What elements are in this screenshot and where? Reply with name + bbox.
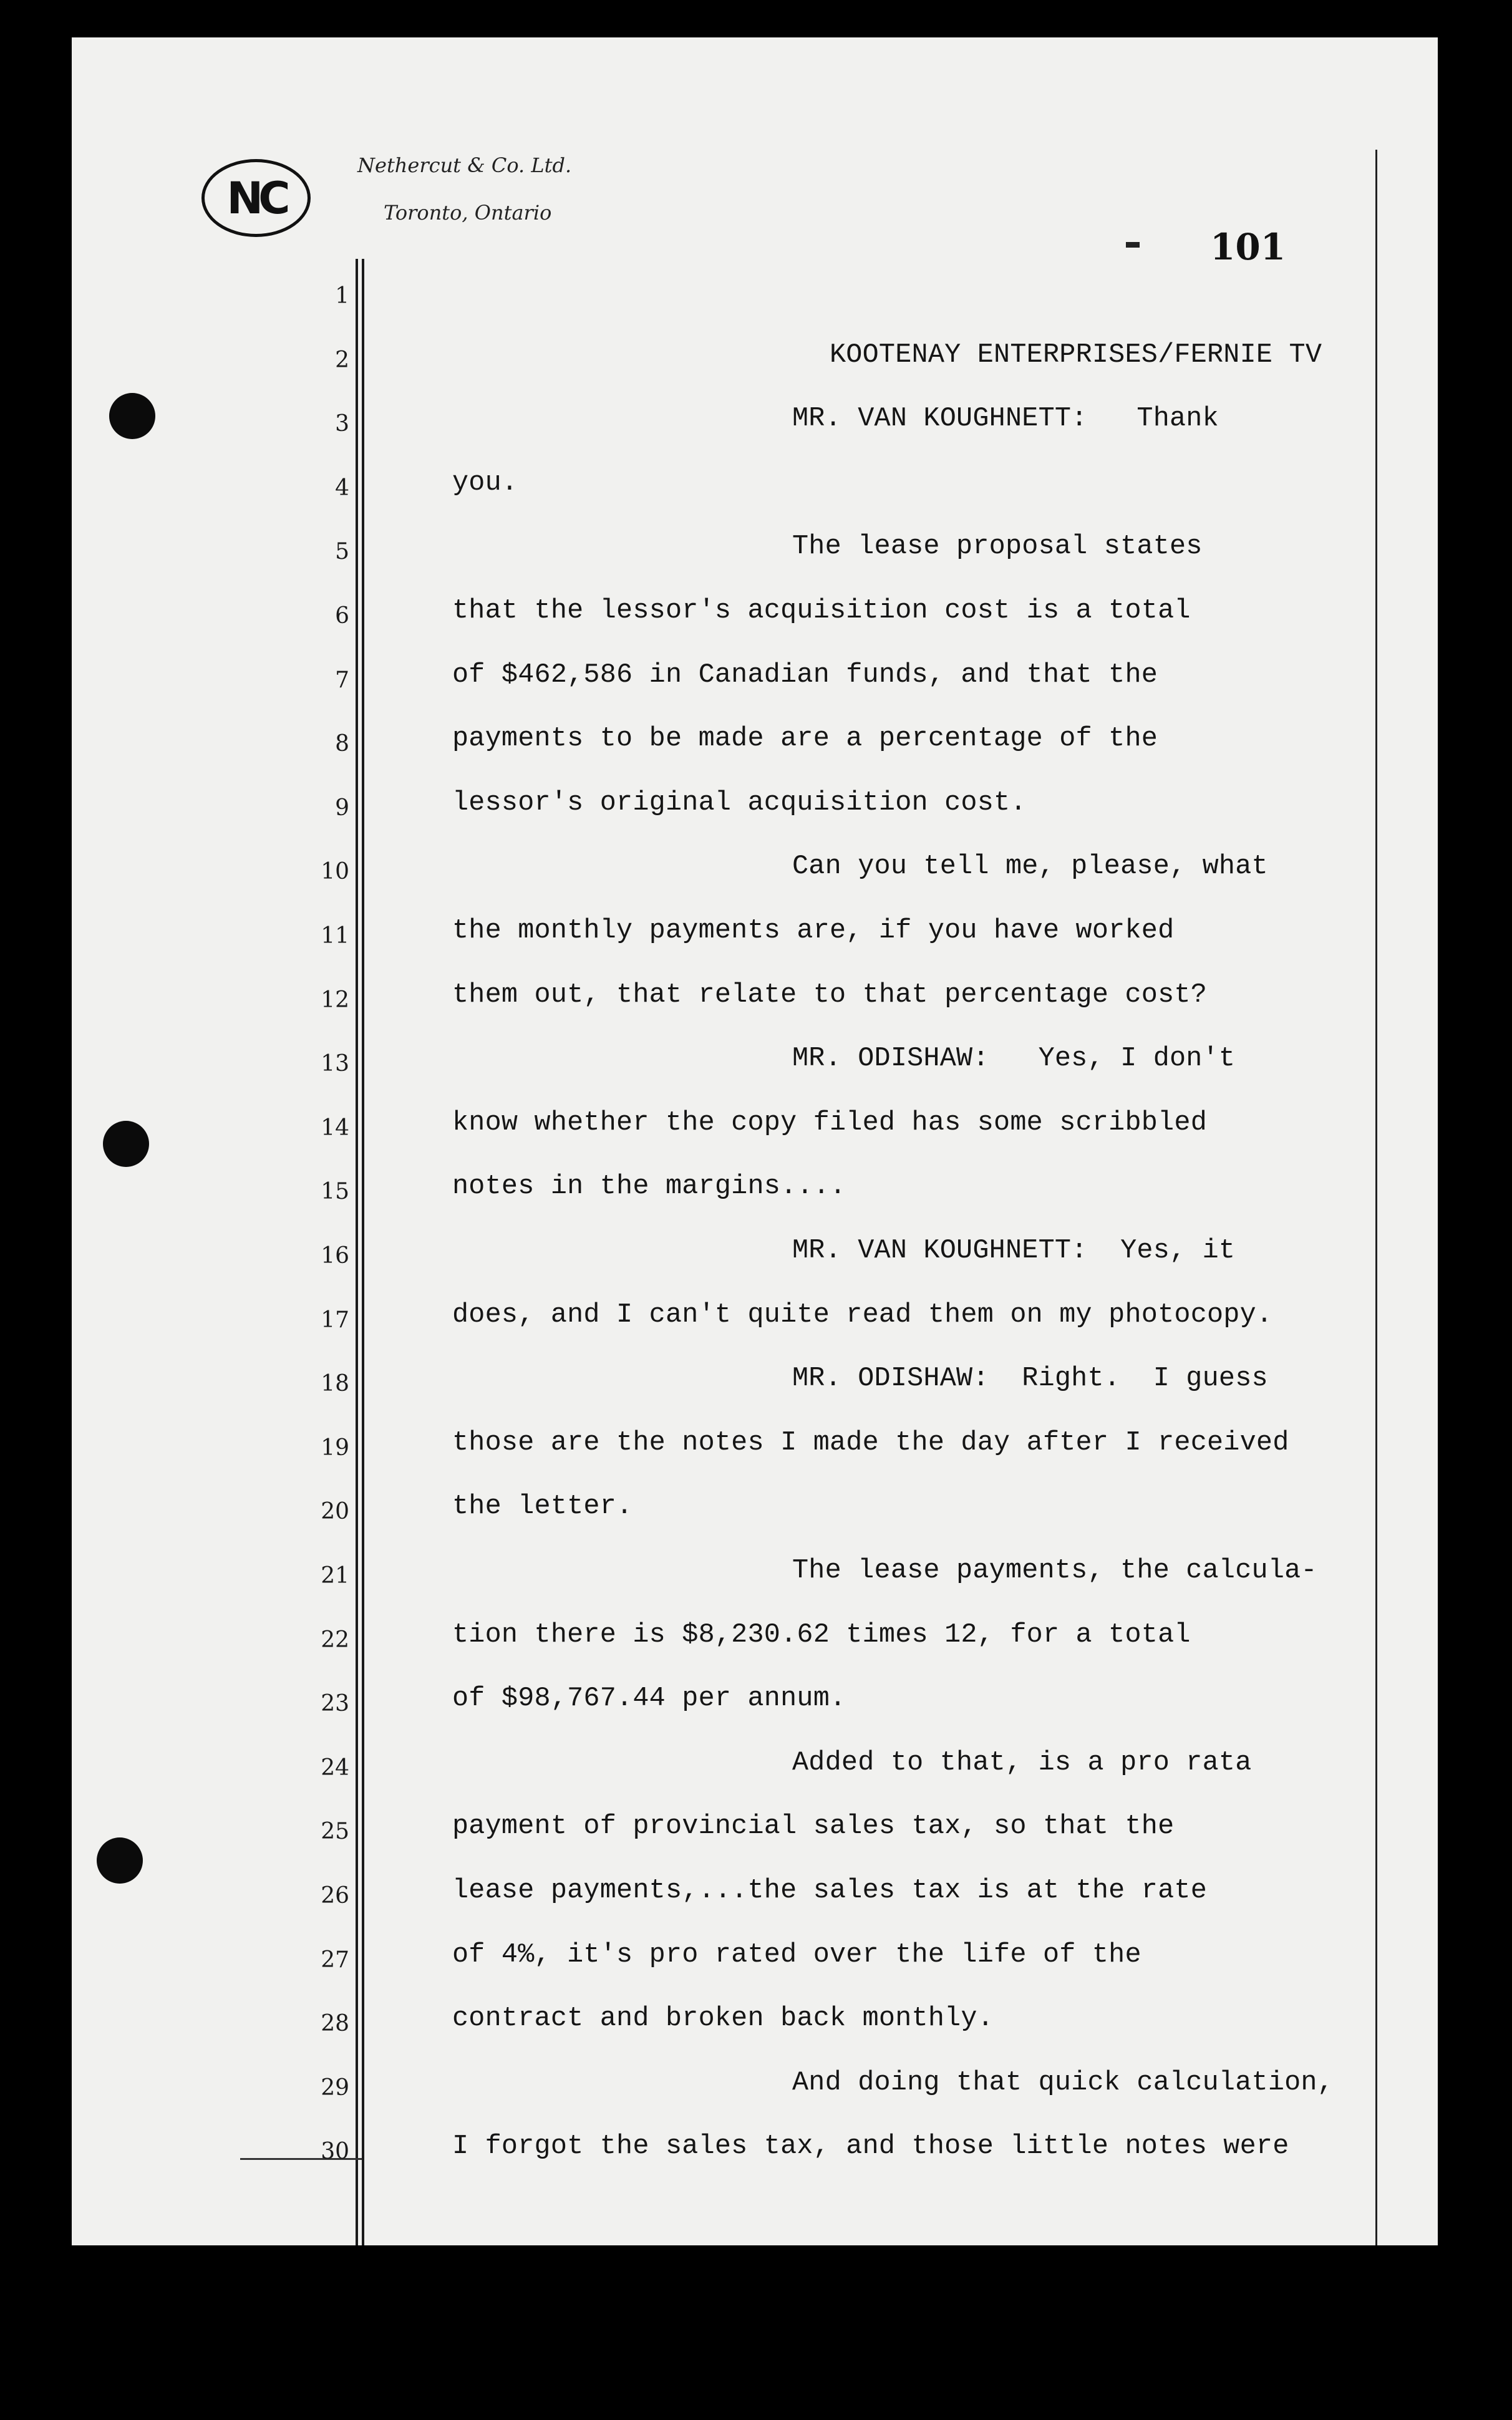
transcript-line: that the lessor's acquisition cost is a total: [452, 596, 1191, 626]
transcript-line: tion there is $8,230.62 times 12, for a total: [452, 1619, 1191, 1650]
line-number: 17: [321, 1307, 349, 1333]
transcript-line: I forgot the sales tax, and those little notes were: [452, 2131, 1289, 2162]
line-number: 4: [335, 475, 349, 501]
line-number: 30: [321, 2139, 349, 2165]
line-number: 11: [321, 923, 349, 949]
transcript-line: payment of provincial sales tax, so that the: [452, 1811, 1175, 1842]
left-margin-rule: [356, 259, 358, 2245]
transcript-line: And doing that quick calculation,: [792, 2067, 1334, 2098]
transcript-line: lessor's original acquisition cost.: [452, 787, 1027, 818]
line-number: 12: [321, 987, 349, 1013]
line-number: 23: [321, 1691, 349, 1717]
transcript-line: know whether the copy filed has some scribbled: [452, 1107, 1207, 1138]
punch-hole: [97, 1837, 143, 1884]
line-number: 19: [321, 1435, 349, 1461]
transcript-page: [72, 37, 1438, 2245]
line-number: 8: [335, 731, 349, 757]
punch-hole: [109, 393, 155, 439]
page-number-dash: [1126, 242, 1140, 248]
transcript-line: you.: [452, 467, 518, 498]
transcript-line: them out, that relate to that percentage cost?: [452, 979, 1207, 1010]
transcript-line: does, and I can't quite read them on my photocopy.: [452, 1299, 1273, 1330]
transcript-line: MR. VAN KOUGHNETT: Thank: [792, 404, 1219, 435]
line-number: 14: [321, 1115, 349, 1141]
transcript-line: The lease proposal states: [792, 531, 1203, 563]
firm-name: Nethercut & Co. Ltd.: [357, 153, 572, 177]
line-number: 18: [321, 1371, 349, 1397]
line-number: 7: [335, 667, 349, 693]
line-number: 2: [335, 347, 349, 373]
transcript-line: The lease payments, the calcula-: [792, 1556, 1317, 1586]
right-margin-rule: [1375, 150, 1377, 2245]
transcript-line: Added to that, is a pro rata: [792, 1747, 1252, 1778]
line-number: 3: [335, 411, 349, 437]
line-number: 9: [335, 795, 349, 821]
transcript-line: of 4%, it's pro rated over the life of the: [452, 1939, 1141, 1970]
transcript-line: of $462,586 in Canadian funds, and that the: [452, 659, 1158, 690]
firm-city: Toronto, Ontario: [384, 201, 552, 225]
line-number: 20: [321, 1499, 349, 1525]
transcript-line: MR. VAN KOUGHNETT: Yes, it: [792, 1236, 1236, 1266]
transcript-line: Can you tell me, please, what: [792, 851, 1268, 883]
transcript-line: the monthly payments are, if you have worked: [452, 916, 1175, 946]
line-number: 29: [321, 2074, 349, 2101]
transcript-line: lease payments,...the sales tax is at the rate: [452, 1876, 1207, 1906]
transcript-line: MR. ODISHAW: Yes, I don't: [792, 1043, 1236, 1075]
line-number: 24: [321, 1754, 349, 1781]
line-number: 22: [321, 1627, 349, 1653]
transcript-line: those are the notes I made the day after I received: [452, 1427, 1289, 1458]
line-number: 6: [335, 603, 349, 629]
line-number: 13: [321, 1051, 349, 1077]
line-number: 28: [321, 2011, 349, 2037]
transcript-line: contract and broken back monthly.: [452, 2003, 994, 2035]
transcript-line: notes in the margins....: [452, 1171, 846, 1203]
left-margin-rule: [362, 259, 364, 2245]
line-number: 16: [321, 1243, 349, 1269]
line-number: 21: [321, 1563, 349, 1589]
line-number: 15: [321, 1179, 349, 1205]
line-number: 27: [321, 1947, 349, 1973]
line-number: 10: [321, 859, 349, 885]
line-number: 5: [335, 539, 349, 565]
transcript-line: of $98,767.44 per annum.: [452, 1683, 846, 1715]
transcript-line: MR. ODISHAW: Right. I guess: [792, 1363, 1268, 1395]
punch-hole: [103, 1121, 149, 1167]
page-number: 101: [1210, 226, 1286, 268]
transcript-line: KOOTENAY ENTERPRISES/FERNIE TV: [830, 339, 1322, 370]
transcript-line: payments to be made are a percentage of the: [452, 724, 1158, 755]
line-number: 25: [321, 1819, 349, 1845]
line-number: 1: [335, 283, 349, 309]
line-number: 26: [321, 1883, 349, 1909]
transcript-line: the letter.: [452, 1491, 633, 1522]
firm-logo: NC: [201, 159, 311, 237]
